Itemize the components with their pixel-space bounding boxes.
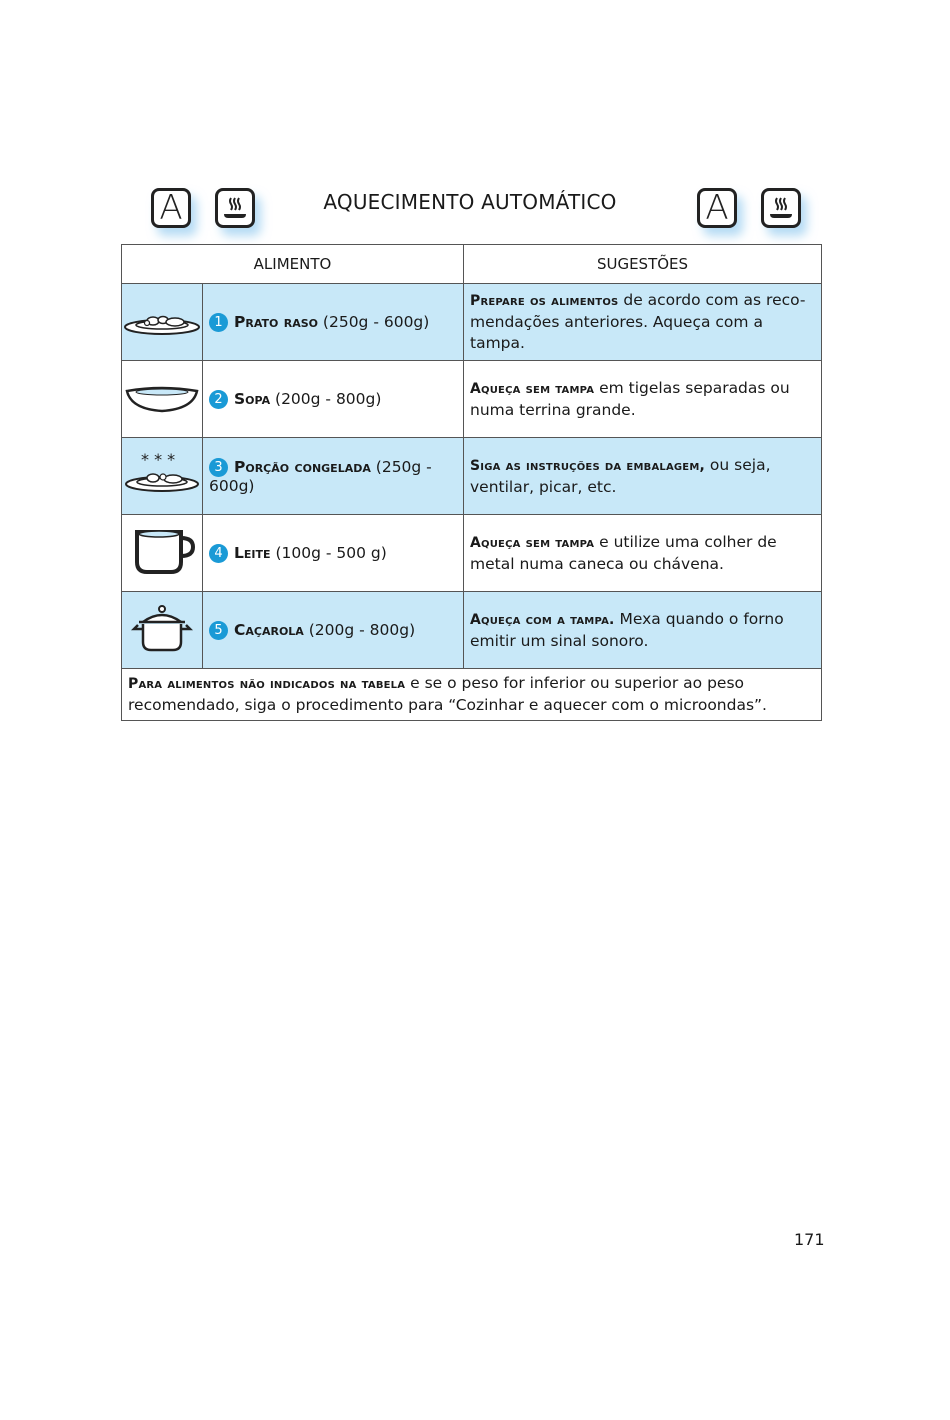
suggestion-text: Mexa quando o forno emitir um sinal sonoro. (470, 609, 784, 650)
suggestion-lead: Siga as instruções da embalagem, (470, 457, 705, 474)
suggestion-lead: Aqueça com a tampa. (470, 611, 615, 628)
food-name: Prato raso (234, 312, 318, 331)
food-name: Leite (234, 543, 271, 562)
auto-a-icon (697, 188, 737, 228)
food-weight: (250g - 600g) (209, 457, 432, 495)
footer-text: e se o peso for inferior ou superior ao peso recomendado, siga o procedimento para “Cozinhar e aquecer com o microondas”. (128, 674, 767, 714)
frozen-plate-icon (122, 438, 203, 515)
col-header-suggestions: SUGESTÕES (464, 245, 822, 284)
soup-bowl-icon (122, 361, 203, 438)
auto-a-letter: A (159, 188, 183, 228)
table-row (122, 361, 822, 438)
table-row (122, 592, 822, 669)
suggestion-cell (464, 438, 822, 515)
page-title: AQUECIMENTO AUTOMÁTICO (323, 190, 617, 214)
suggestion-cell (464, 515, 822, 592)
food-cell (203, 592, 464, 669)
suggestion-lead: Aqueça sem tampa (470, 380, 595, 397)
number-badge: 3 (209, 458, 228, 477)
footer-lead: Para alimentos não indicados na tabela (128, 676, 406, 692)
number-badge: 1 (209, 313, 228, 332)
number-badge: 2 (209, 390, 228, 409)
suggestion-text: ou seja, ventilar, picar, etc. (470, 455, 771, 496)
suggestion-cell (464, 592, 822, 669)
svg-text:* * *: * * * (141, 452, 176, 469)
auto-heat-table (121, 244, 822, 721)
food-cell (203, 438, 464, 515)
table-row (122, 284, 822, 361)
food-weight: (100g - 500 g) (270, 543, 387, 562)
table-row (122, 515, 822, 592)
food-name: Sopa (234, 389, 271, 408)
food-name: Porção congelada (234, 457, 371, 476)
table-row (122, 438, 822, 515)
suggestion-text: e utilize uma colher de metal numa caneca ou chávena. (470, 532, 777, 573)
food-cell (203, 361, 464, 438)
steam-heat-icon (761, 188, 801, 228)
suggestion-cell (464, 361, 822, 438)
suggestion-lead: Prepare os alimentos (470, 293, 619, 309)
casserole-icon (122, 592, 203, 669)
flat-plate-icon (122, 284, 203, 361)
col-header-food: ALIMENTO (122, 245, 464, 284)
suggestion-text: de acordo com as reco- mendações anteriores. Aqueça com a tampa. (470, 291, 806, 352)
suggestion-text: em tigelas separadas ou numa terrina grande. (470, 378, 790, 419)
mug-icon (122, 515, 203, 592)
page-number: 171 (794, 1230, 825, 1249)
food-cell (203, 284, 464, 361)
food-weight: (200g - 800g) (303, 620, 416, 639)
page-header (0, 180, 950, 240)
table-footer-row (122, 669, 822, 721)
auto-a-letter: A (705, 188, 729, 228)
table-header-row (122, 245, 822, 284)
number-badge: 4 (209, 544, 228, 563)
number-badge: 5 (209, 621, 228, 640)
food-name: Caçarola (234, 620, 304, 639)
suggestion-cell (464, 284, 822, 361)
suggestion-lead: Aqueça sem tampa (470, 534, 595, 551)
food-cell (203, 515, 464, 592)
food-weight: (200g - 800g) (270, 389, 382, 408)
food-weight: (250g - 600g) (318, 312, 430, 331)
table-footer-note (122, 669, 822, 721)
